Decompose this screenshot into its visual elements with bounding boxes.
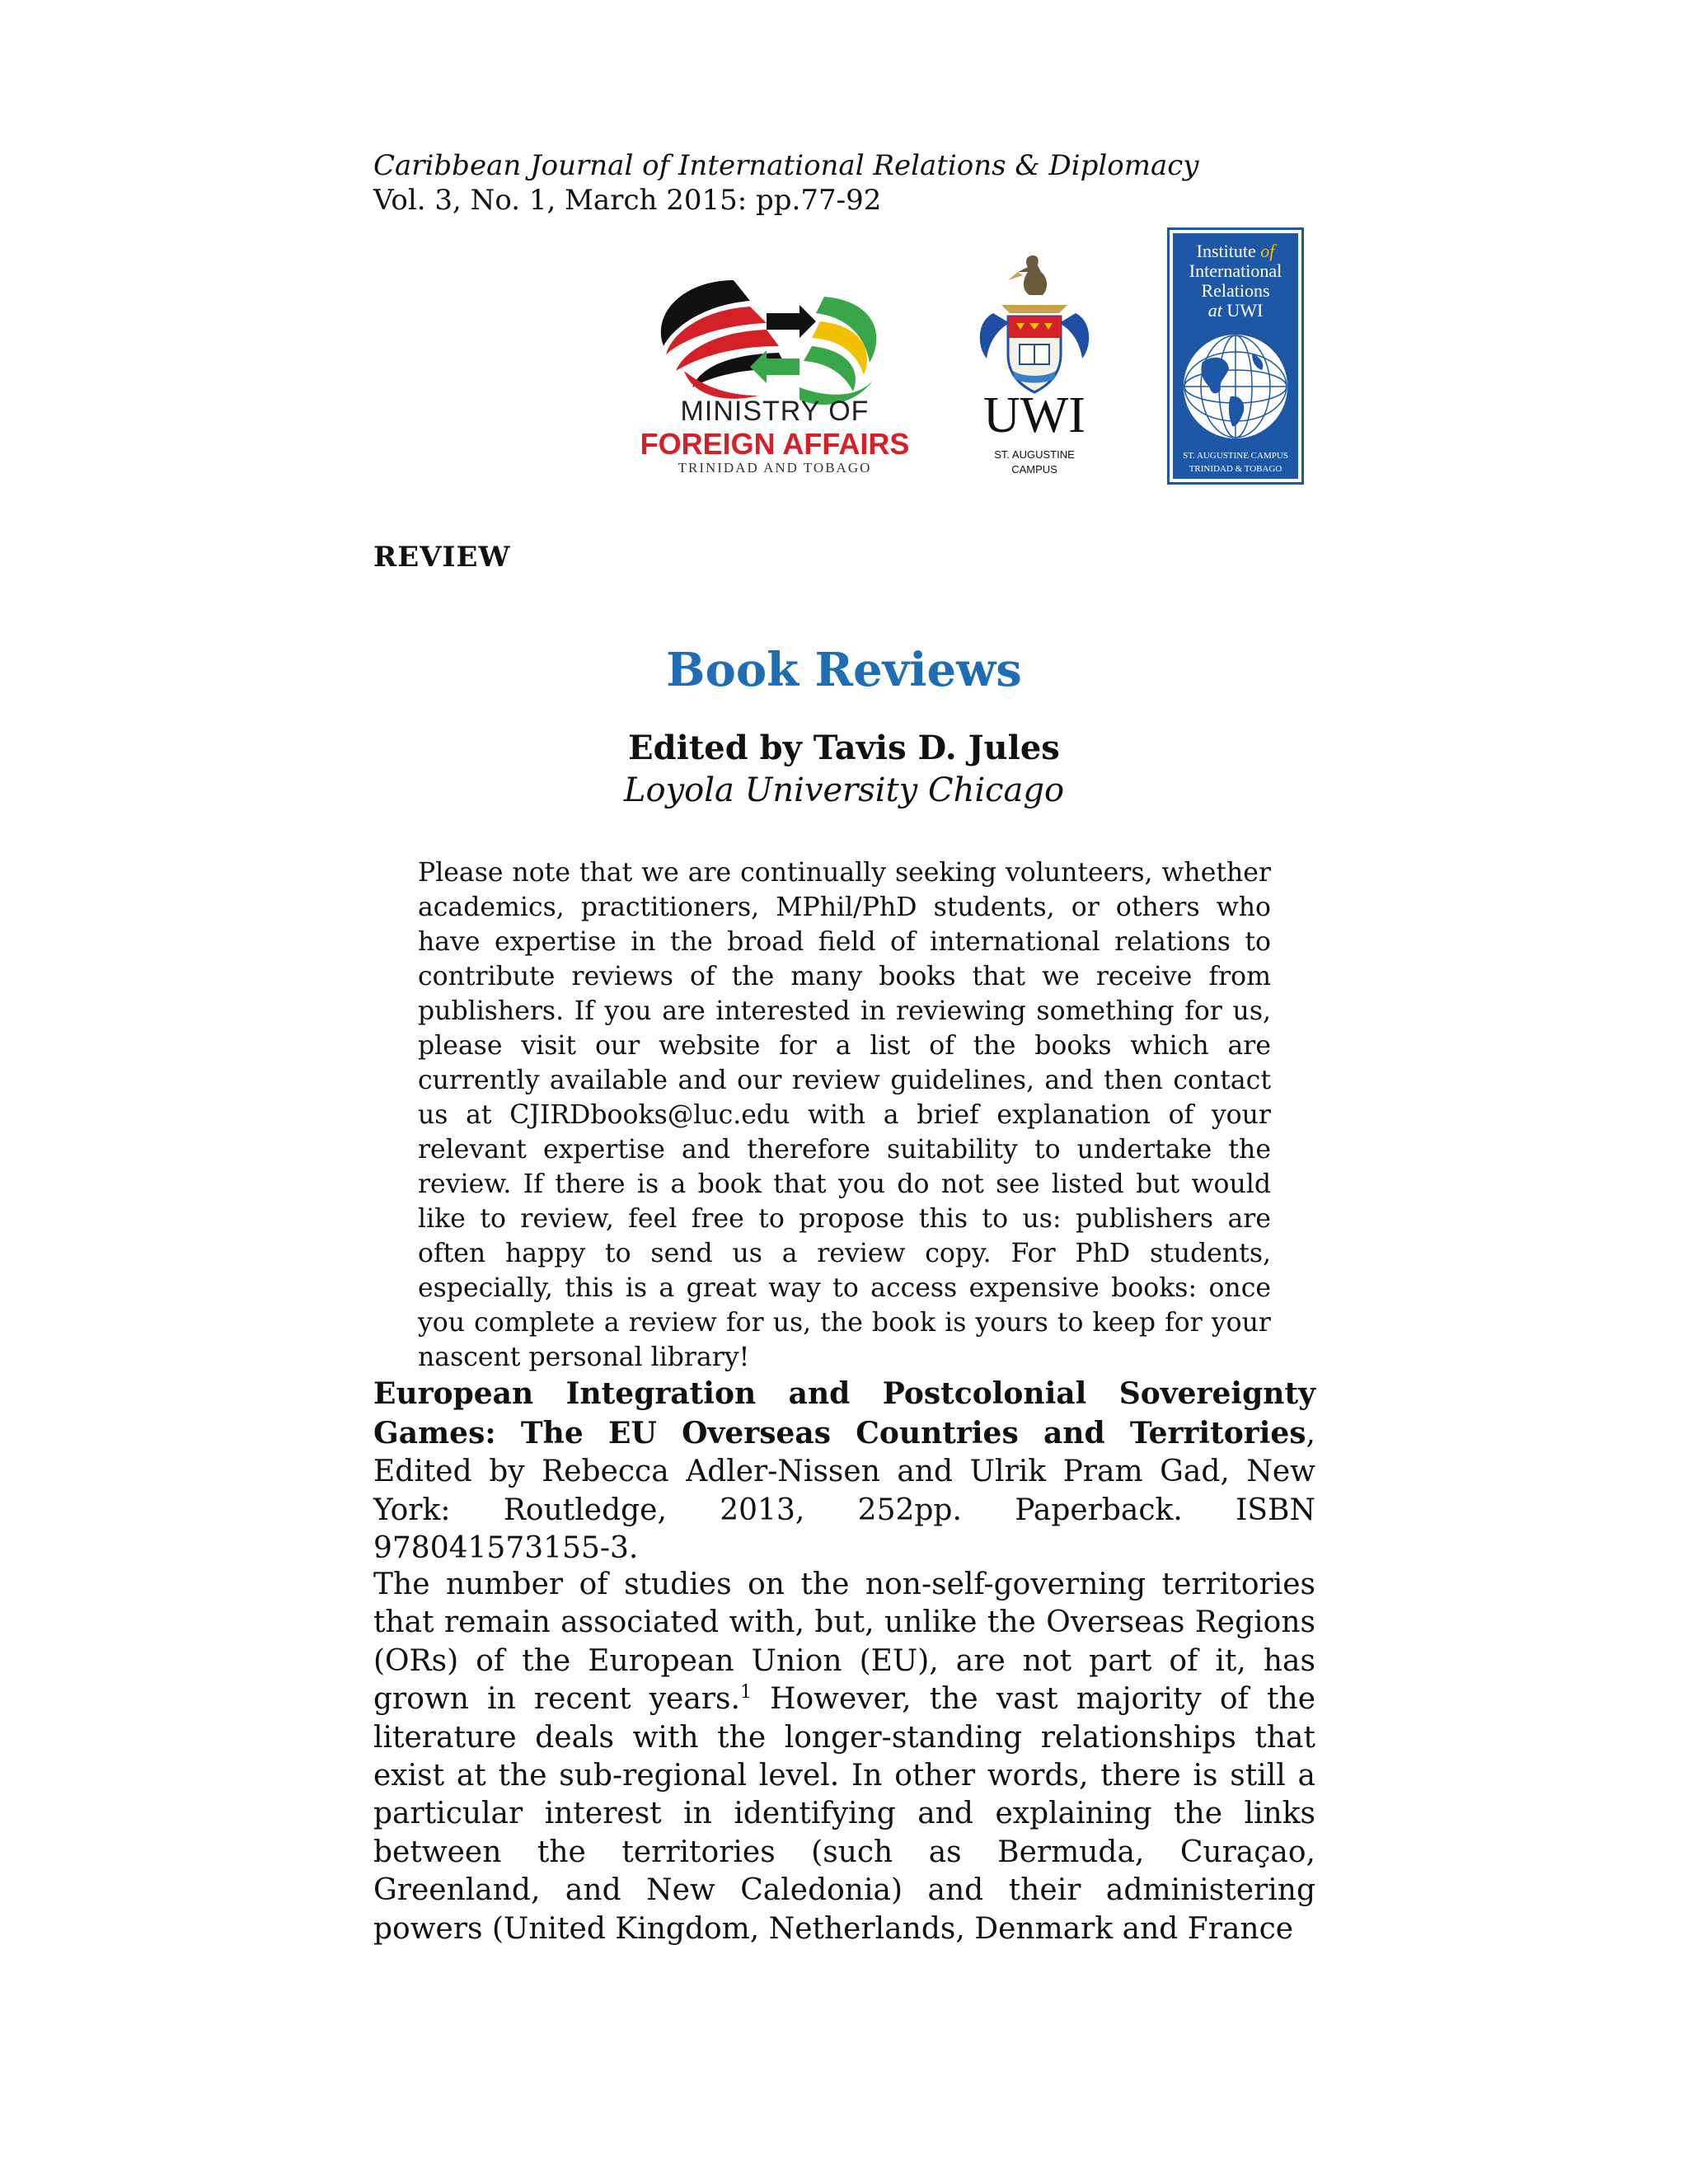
mfa-line3: TRINIDAD AND TOBAGO <box>678 460 872 476</box>
book-title: European Integration and Postcolonial Sovereignty Games: The EU Overseas Countries and Territories <box>373 1376 1315 1451</box>
review-text-part2: However, the vast majority of the literature deals with the longer-standing relationships that exist at the sub-regional level. In other words, there is still a particular interest in identifying and explaining the links between the territories (such as Bermuda, Curaçao, Greenland, and New Caledonia) and their administering powers (United Kingdom, Netherlands, Denmark and France <box>373 1682 1315 1946</box>
uwi-name: UWI <box>983 387 1085 443</box>
iir-of: of <box>1260 241 1275 261</box>
iir-line1: Institute <box>1196 241 1256 261</box>
volume-info: Vol. 3, No. 1, March 2015: pp.77-92 <box>373 184 882 217</box>
editor-affiliation: Loyola University Chicago <box>623 771 1065 809</box>
book-citation <box>373 1375 1315 1568</box>
book-details: , Edited by Rebecca Adler-Nissen and Ulrik Pram Gad, New York: Routledge, 2013, 252pp. Paperback. ISBN 978041573155-3. <box>373 1416 1315 1565</box>
editor-name: Edited by Tavis D. Jules <box>628 729 1060 767</box>
iir-logo <box>1167 227 1304 485</box>
iir-line3: Relations <box>1201 280 1270 301</box>
uwi-logo <box>968 247 1100 482</box>
uwi-campus-line2: CAMPUS <box>1011 463 1057 476</box>
iir-line2: International <box>1189 260 1282 281</box>
iir-bottom1: ST. AUGUSTINE CAMPUS <box>1183 451 1288 461</box>
globe-icon <box>1178 329 1293 444</box>
iir-uwi: UWI <box>1226 300 1264 321</box>
uwi-campus-line1: ST. AUGUSTINE <box>994 448 1075 461</box>
uwi-crest-icon <box>968 247 1100 400</box>
section-label: REVIEW <box>373 541 511 574</box>
review-body <box>373 1566 1315 1948</box>
ministry-foreign-affairs-logo <box>635 264 915 478</box>
volunteer-notice: Please note that we are continually seeking volunteers, whether academics, practitioners, MPhil/PhD students, or others who have expertise in the broad field of international relations to contribute reviews of the many books that we receive from publishers. If you are interested in reviewing something for us, please visit our website for a list of the books which are currently available and our review guidelines, and then contact us at CJIRDbooks@luc.edu with a brief explanation of your relevant expertise and therefore suitability to undertake the review. If there is a book that you do not see listed but would like to review, feel free to propose this to us: publishers are often happy to send us a review copy. For PhD students, especially, this is a great way to access expensive books: once you complete a review for us, the book is yours to keep for your nascent personal library! <box>418 858 1271 1372</box>
mfa-line1: MINISTRY OF <box>680 396 870 427</box>
iir-bottom2: TRINIDAD & TOBAGO <box>1189 464 1282 474</box>
journal-name: Caribbean Journal of International Relations & Diplomacy <box>373 149 1199 182</box>
mfa-line2: FOREIGN AFFAIRS <box>640 427 910 461</box>
footnote-ref[interactable]: 1 <box>739 1682 752 1704</box>
review-text-part1: The number of studies on the non-self-governing territories that remain associated with, but, unlike the Overseas Regions (ORs) of the European Union (EU), are not part of it, has grown in recent years. <box>373 1568 1315 1717</box>
page-title: Book Reviews <box>666 643 1022 697</box>
iir-at: at <box>1207 300 1222 321</box>
